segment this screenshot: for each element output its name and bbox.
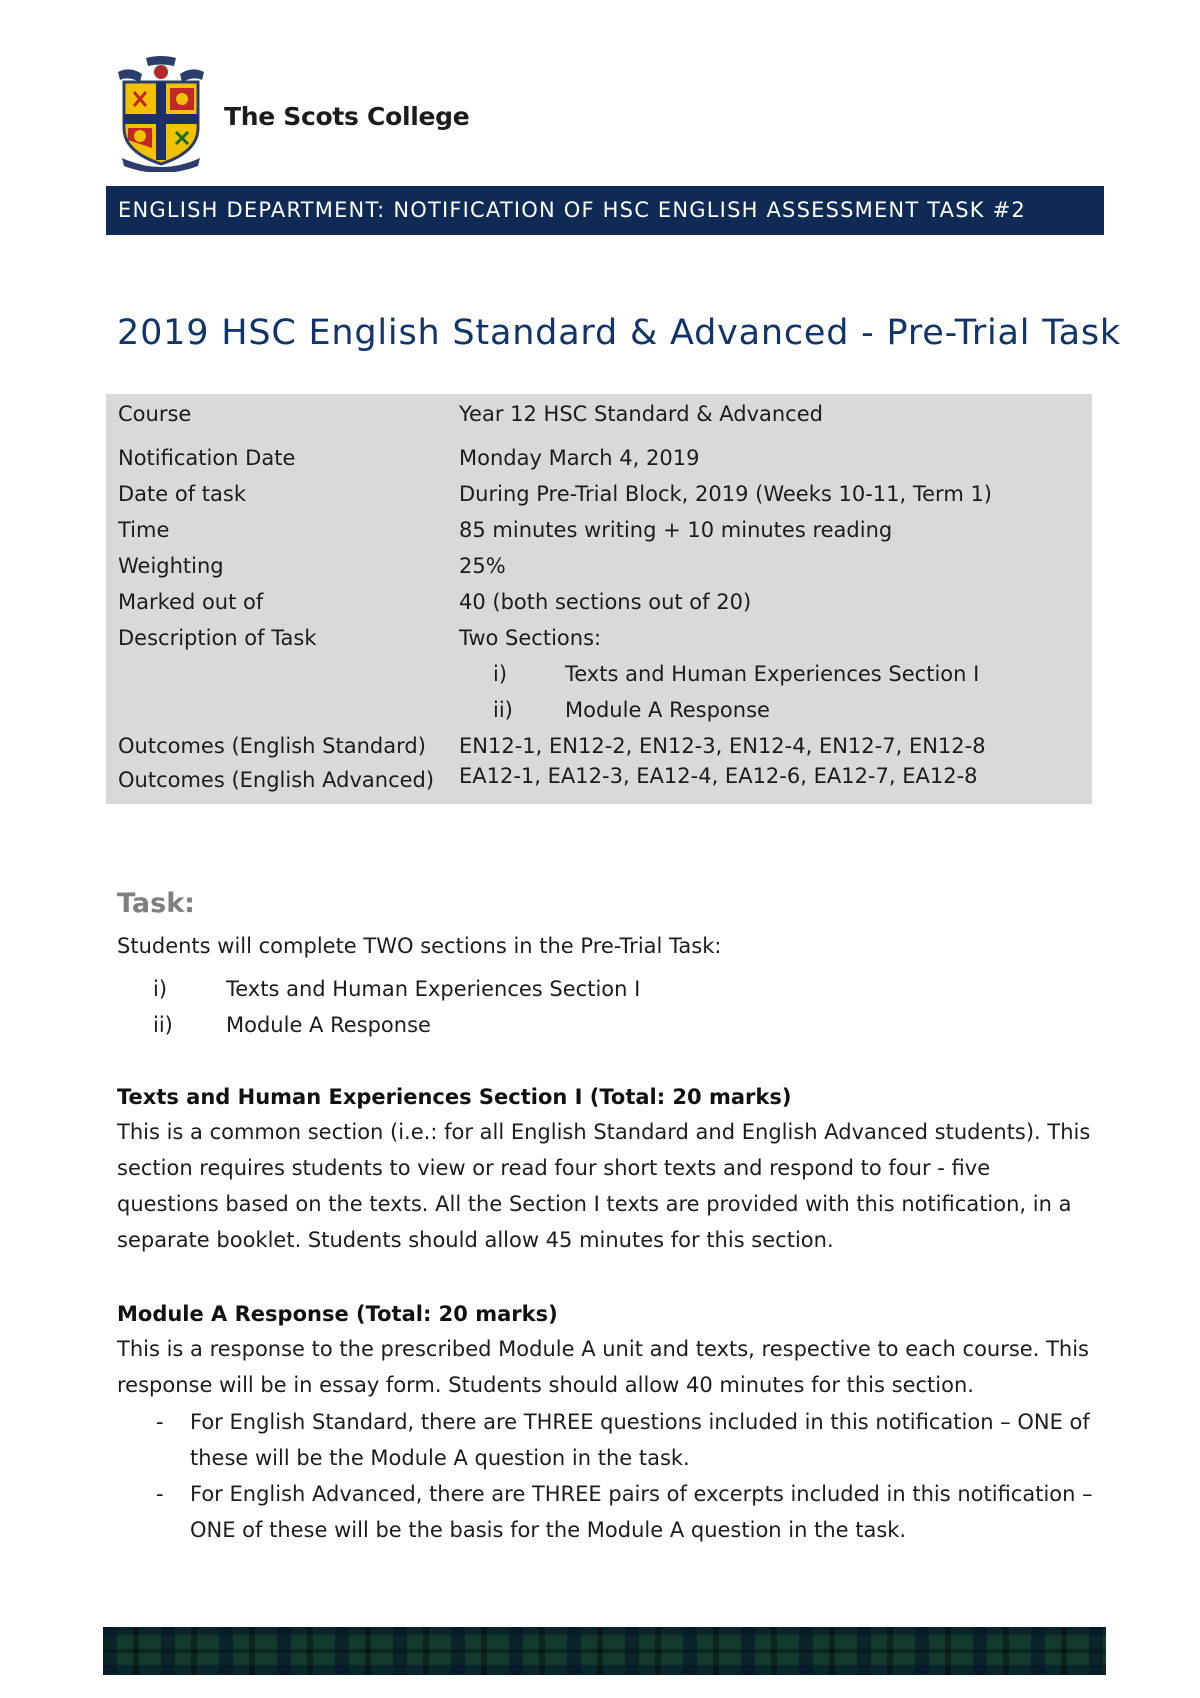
bullet-dash: - [156, 1410, 164, 1434]
detail-label: Marked out of [118, 590, 264, 614]
detail-value: EN12-1, EN12-2, EN12-3, EN12-4, EN12-7, EN12-8 [459, 734, 986, 758]
detail-label: Outcomes (English Standard) [118, 734, 426, 758]
detail-value: 40 (both sections out of 20) [459, 590, 752, 614]
detail-value: Year 12 HSC Standard & Advanced [459, 402, 823, 426]
detail-value: Monday March 4, 2019 [459, 446, 700, 470]
section1-body: This is a common section (i.e.: for all English Standard and English Advanced students). This section requires students to view or read four short texts and respond to four - five questions based on the texts. All the Section I texts are provided with this notification, in a separate booklet. Students should allow 45 minutes for this section. [117, 1120, 1091, 1252]
item-number: i) [153, 977, 168, 1001]
bullet-item [156, 1404, 1096, 1476]
section1-heading: Texts and Human Experiences Section I (Total: 20 marks) [117, 1085, 792, 1109]
bullet-text: For English Advanced, there are THREE pairs of excerpts included in this notification – ONE of these will be the basis for the Module A question in the task. [190, 1482, 1093, 1542]
detail-label: Course [118, 402, 192, 426]
detail-value: EA12-1, EA12-3, EA12-4, EA12-6, EA12-7, EA12-8 [459, 764, 978, 788]
detail-label: Description of Task [118, 626, 317, 650]
bullet-text: For English Standard, there are THREE questions included in this notification – ONE of these will be the Module A question in the task. [190, 1410, 1090, 1470]
section2-body: This is a response to the prescribed Module A unit and texts, respective to each course. This response will be in essay form. Students should allow 40 minutes for this section. [117, 1337, 1089, 1397]
item-text: Module A Response [565, 698, 770, 722]
tartan-footer-band [103, 1627, 1106, 1675]
item-number: ii) [153, 1013, 173, 1037]
detail-value: During Pre-Trial Block, 2019 (Weeks 10-11, Term 1) [459, 482, 992, 506]
college-name: The Scots College [224, 102, 470, 131]
task-details-table [106, 394, 1092, 804]
item-text: Module A Response [226, 1013, 431, 1037]
detail-label: Outcomes (English Advanced) [118, 768, 435, 792]
task-heading: Task: [117, 888, 195, 919]
detail-value: Two Sections: [459, 626, 602, 650]
college-crest-logo [116, 54, 206, 172]
page-title: 2019 HSC English Standard & Advanced - Pre-Trial Task [117, 313, 1121, 353]
detail-value: 25% [459, 554, 506, 578]
detail-label: Weighting [118, 554, 224, 578]
item-text: Texts and Human Experiences Section I [565, 662, 980, 686]
task-intro: Students will complete TWO sections in the Pre-Trial Task: [117, 934, 722, 958]
item-text: Texts and Human Experiences Section I [226, 977, 641, 1001]
department-banner: ENGLISH DEPARTMENT: NOTIFICATION OF HSC ENGLISH ASSESSMENT TASK #2 [106, 186, 1104, 235]
detail-label: Date of task [118, 482, 246, 506]
detail-label: Time [118, 518, 170, 542]
bullet-dash: - [156, 1482, 164, 1506]
detail-value: 85 minutes writing + 10 minutes reading [459, 518, 893, 542]
bullet-item [156, 1476, 1096, 1548]
detail-label: Notification Date [118, 446, 296, 470]
item-number: ii) [493, 698, 513, 722]
item-number: i) [493, 662, 508, 686]
section2-heading: Module A Response (Total: 20 marks) [117, 1302, 558, 1326]
